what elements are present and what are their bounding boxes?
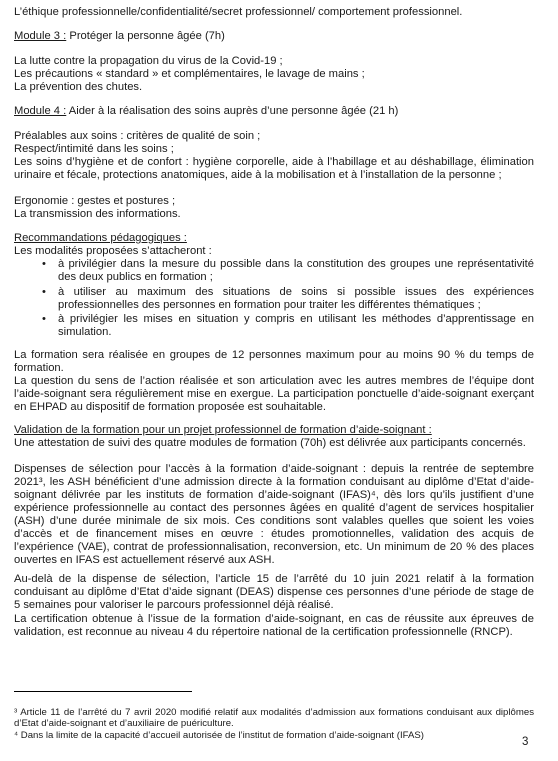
footnote: ⁴ Dans la limite de la capacité d’accueil autorisée de l’institut de formation d’aide-soignant (IFAS) <box>14 729 424 741</box>
bullet-text: à privilégier dans la mesure du possible dans la constitution des groupes une représentativité des deux publics en formation ; <box>58 258 534 283</box>
module4-heading <box>14 105 534 118</box>
module3-item: La prévention des chutes. <box>14 81 143 93</box>
module3-item: Les précautions « standard » et complémentaires, le lavage de mains ; <box>14 68 365 80</box>
module4-item: Les soins d’hygiène et de confort : hygiène corporelle, aide à l’habillage et au déshabillage, élimination urinaire et fécale, protections anatomiques, aide à la mobilisation et à l’installation de la personne ; <box>14 156 534 181</box>
internship-exemption-paragraph: Au-delà de la dispense de sélection, l’article 15 de l’arrêté du 10 juin 2021 relatif à la formation conduisant au diplôme d’Etat d’aide signant (DEAS) dispense ces personnes d’une période de stage de 5 semaines pour valoriser le parcours professionnel déjà réalisé. <box>14 573 534 611</box>
module3-item: La lutte contre la propagation du virus de la Covid-19 ; <box>14 55 283 67</box>
team-articulation-paragraph: La question du sens de l’action réalisée et son articulation avec les autres membres de l’équipe dont l’aide-soignant sera régulièrement mise en exergue. La participation ponctuelle d’aide-soignant exerçant en EHPAD au dispositif de formation proposée est souhaitable. <box>14 375 534 413</box>
certification-paragraph: La certification obtenue à l’issue de la formation d’aide-soignant, en cas de réussite aux épreuves de validation, est reconnue au niveau 4 du répertoire national de la certification professionnelle (RNCP). <box>14 613 534 638</box>
bullet-icon: • <box>42 258 46 270</box>
module4-item: La transmission des informations. <box>14 208 181 220</box>
module4-subtitle: Aider à la réalisation des soins auprès d’une personne âgée (21 h) <box>66 105 399 117</box>
footnote: ³ Article 11 de l’arrêté du 7 avril 2020 modifié relatif aux modalités d’admission aux formations conduisant aux diplômes d’Etat d’aide-soignant et d’auxiliaire de puériculture. <box>14 706 534 729</box>
module4-item: Respect/intimité dans les soins ; <box>14 143 174 155</box>
footnote-separator <box>14 691 192 692</box>
bullet-text: à privilégier les mises en situation y compris en utilisant les méthodes d’apprentissage en simulation. <box>58 313 534 338</box>
recommendations-title: Recommandations pédagogiques : <box>14 232 187 244</box>
recommendations-intro: Les modalités proposées s’attacheront : <box>14 245 212 257</box>
page-number: 3 <box>522 736 529 748</box>
module3-subtitle: Protéger la personne âgée (7h) <box>66 30 225 42</box>
bullet-text: à utiliser au maximum des situations de soins si possible issues des expériences professionnelles des personnes en formation pour traiter les différentes thématiques ; <box>58 286 534 311</box>
selection-exemption-paragraph: Dispenses de sélection pour l’accès à la formation d’aide-soignant : depuis la rentrée de septembre 2021³, les ASH bénéficient d’une admission directe à la formation conduisant au diplôme d’Etat d’aide-soignant délivrée par les instituts de formation d’aide-soignant (IFAS)⁴, dès lors qu’ils justifient d’une expérience professionnelle au contact des personnes âgées en qualité d’agent de services hospitalier (ASH) d’une durée minimale de six mois. Ces conditions sont valables quelles que soient les voies d’accès et de financement mises en œuvre : études promotionnelles, validation des acquis de l’expérience (VAE), contrat de professionnalisation, reconversion, etc. Un minimum de 20 % des places ouvertes en IFAS est actuellement réservé aux ASH. <box>14 463 534 566</box>
module4-title: Module 4 : <box>14 105 67 117</box>
bullet-icon: • <box>42 286 46 298</box>
module3-heading <box>14 30 534 43</box>
module4-item: Préalables aux soins : critères de qualité de soin ; <box>14 130 261 142</box>
bullet-icon: • <box>42 313 46 325</box>
group-size-paragraph: La formation sera réalisée en groupes de 12 personnes maximum pour au moins 90 % du temps de formation. <box>14 349 534 374</box>
attendance-certificate-paragraph: Une attestation de suivi des quatre modules de formation (70h) est délivrée aux participants concernés. <box>14 437 526 449</box>
module3-title: Module 3 : <box>14 30 67 42</box>
validation-title: Validation de la formation pour un projet professionnel de formation d’aide-soignant : <box>14 424 432 436</box>
module4-item: Ergonomie : gestes et postures ; <box>14 195 176 207</box>
ethics-line: L’éthique professionnelle/confidentialité/secret professionnel/ comportement professionnel. <box>14 6 463 18</box>
